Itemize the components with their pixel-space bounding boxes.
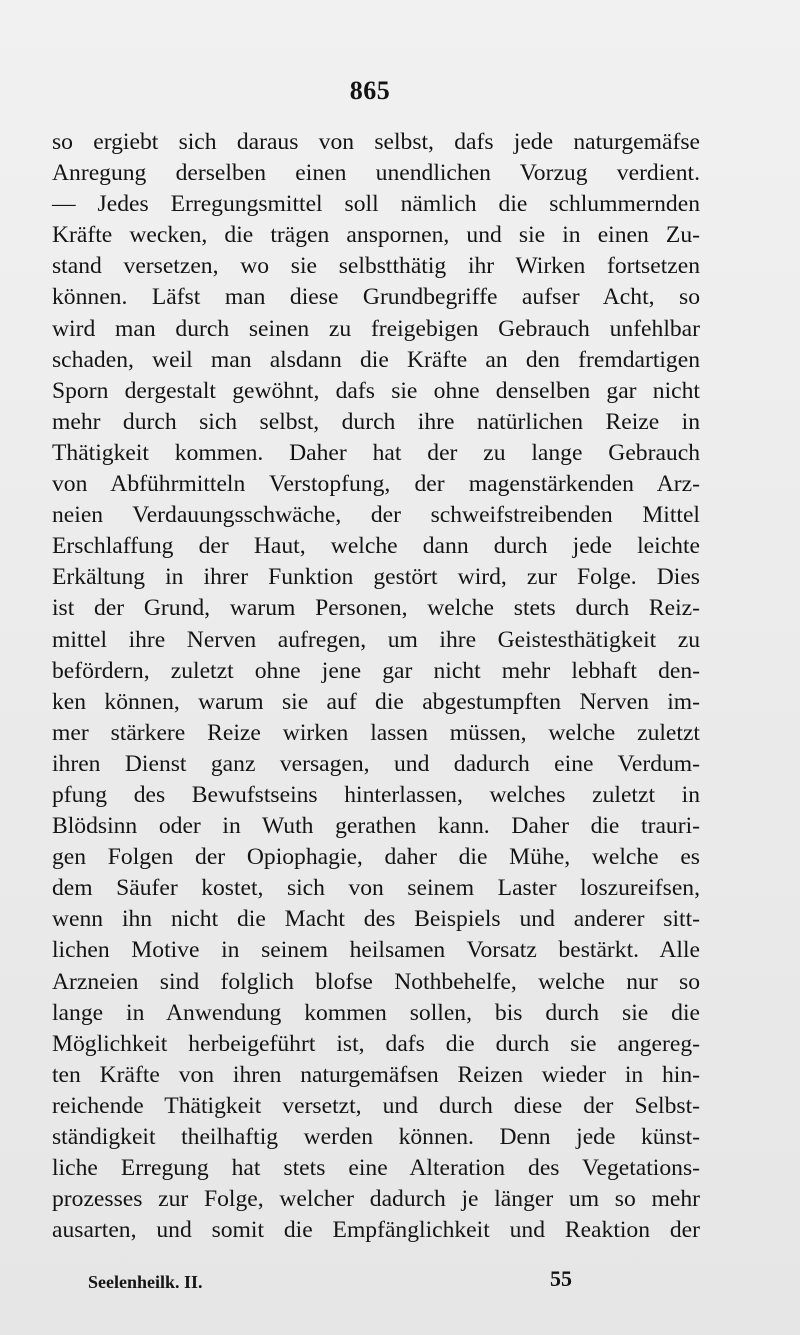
text-line: von Abführmitteln Verstopfung, der magenstärkenden Arz- <box>52 471 700 498</box>
text-line: mittel ihre Nerven aufregen, um ihre Geistesthätigkeit zu <box>52 626 700 653</box>
text-line: so ergiebt sich daraus von selbst, dafs jede naturgemäfse <box>52 129 700 155</box>
text-line: Thätigkeit kommen. Daher hat der zu lange Gebrauch <box>52 439 700 466</box>
text-line: ken können, warum sie auf die abgestumpften Nerven im- <box>52 688 700 715</box>
text-line: lichen Motive in seinem heilsamen Vorsatz bestärkt. Alle <box>52 937 700 964</box>
text-line: dem Säufer kostet, sich von seinem Laster loszureifsen, <box>52 875 700 902</box>
text-line: mehr durch sich selbst, durch ihre natürlichen Reize in <box>52 408 700 435</box>
text-line: — Jedes Erregungsmittel soll nämlich die schlummernden <box>52 191 700 218</box>
text-line: können. Läfst man diese Grundbegriffe aufser Acht, so <box>52 284 700 311</box>
text-line: wenn ihn nicht die Macht des Beispiels und anderer sitt- <box>52 906 700 933</box>
text-line: pfung des Bewufstseins hinterlassen, welches zuletzt in <box>52 781 700 808</box>
text-line: Anregung derselben einen unendlichen Vorzug verdient. <box>52 160 700 187</box>
text-line: wird man durch seinen zu freigebigen Gebrauch unfehlbar <box>52 315 700 342</box>
text-line: ausarten, und somit die Empfänglichkeit und Reaktion der <box>52 1217 700 1244</box>
sheet-number: 55 <box>550 1266 572 1291</box>
text-line: neien Verdauungsschwäche, der schweifstreibenden Mittel <box>52 502 700 529</box>
text-line: ist der Grund, warum Personen, welche stets durch Reiz- <box>52 595 700 622</box>
text-line: schaden, weil man alsdann die Kräfte an den fremdartigen <box>52 346 700 373</box>
text-line: Sporn dergestalt gewöhnt, dafs sie ohne denselben gar nicht <box>52 377 700 404</box>
text-line: Erkältung in ihrer Funktion gestört wird, zur Folge. Dies <box>52 564 700 591</box>
text-line: ständigkeit theilhaftig werden können. Denn jede künst- <box>52 1124 700 1150</box>
text-line: Möglichkeit herbeigeführt ist, dafs die durch sie angereg- <box>52 1030 700 1057</box>
text-line: liche Erregung hat stets eine Alteration des Vegetations- <box>52 1155 700 1182</box>
text-line: Arzneien sind folglich blofse Nothbehelfe, welche nur so <box>52 968 700 995</box>
text-line: befördern, zuletzt ohne jene gar nicht mehr lebhaft den- <box>52 657 700 684</box>
text-line: prozesses zur Folge, welcher dadurch je länger um so mehr <box>52 1186 700 1213</box>
text-line: mer stärkere Reize wirken lassen müssen, welche zuletzt <box>52 719 700 746</box>
page-number: 865 <box>349 76 391 105</box>
text-line: reichende Thätigkeit versetzt, und durch diese der Selbst- <box>52 1092 700 1119</box>
text-line: ihren Dienst ganz versagen, und dadurch eine Verdum- <box>52 750 700 777</box>
text-line: Kräfte wecken, die trägen anspornen, und sie in einen Zu- <box>52 222 700 249</box>
text-line: lange in Anwendung kommen sollen, bis durch sie die <box>52 999 700 1026</box>
signature-mark: Seelenheilk. II. <box>88 1272 203 1292</box>
text-line: Erschlaffung der Haut, welche dann durch jede leichte <box>52 533 700 560</box>
text-line: gen Folgen der Opiophagie, daher die Mühe, welche es <box>52 844 700 871</box>
text-line: ten Kräfte von ihren naturgemäfsen Reizen wieder in hin- <box>52 1061 700 1088</box>
text-line: Blödsinn oder in Wuth gerathen kann. Daher die trauri- <box>52 813 700 840</box>
text-line: stand versetzen, wo sie selbstthätig ihr Wirken fortsetzen <box>52 253 700 280</box>
body-text <box>52 127 700 1246</box>
